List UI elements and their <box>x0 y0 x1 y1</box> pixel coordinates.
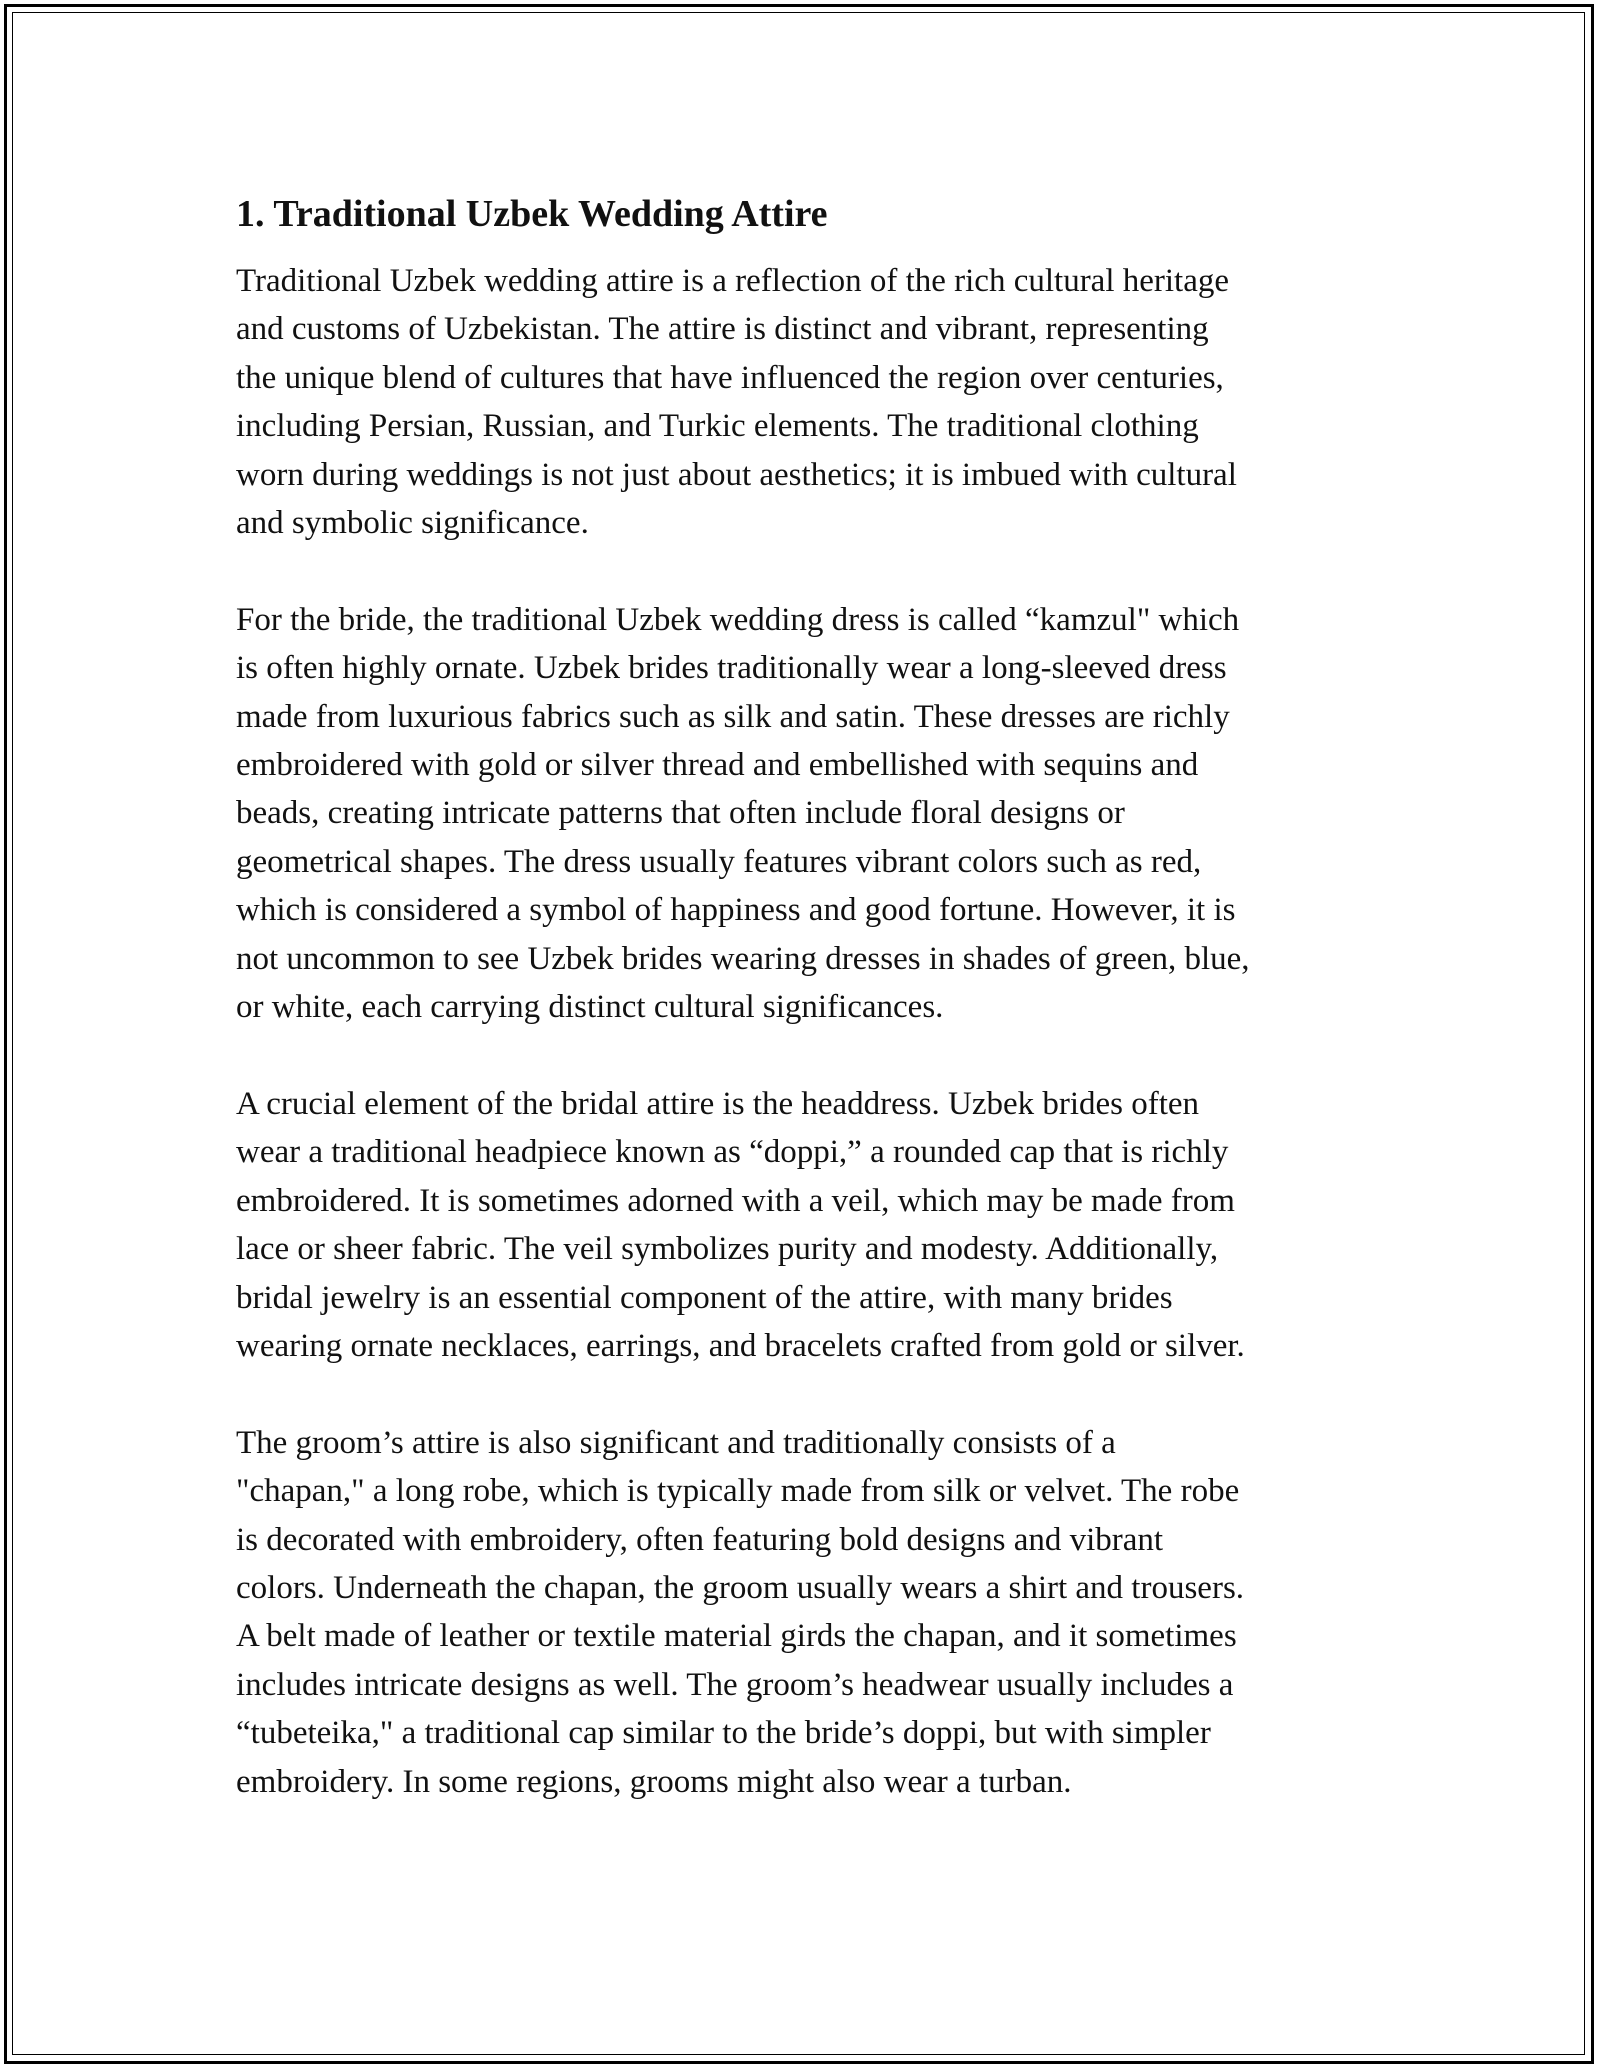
text-line: “tubeteika," a traditional cap similar to the bride’s doppi, but with simpler <box>236 1715 1211 1752</box>
paragraph-groom-attire <box>236 1419 1366 1806</box>
paragraph-bride-dress <box>236 596 1366 1032</box>
text-line: made from luxurious fabrics such as silk and satin. These dresses are richly <box>236 698 1230 735</box>
text-line: the unique blend of cultures that have influenced the region over centuries, <box>236 359 1224 396</box>
text-line: bridal jewelry is an essential component of the attire, with many brides <box>236 1279 1173 1316</box>
text-line: or white, each carrying distinct cultural significances. <box>236 989 944 1026</box>
text-line: includes intricate designs as well. The groom’s headwear usually includes a <box>236 1666 1234 1703</box>
text-line: The groom’s attire is also significant and traditionally consists of a <box>236 1424 1116 1461</box>
text-line: and customs of Uzbekistan. The attire is distinct and vibrant, representing <box>236 311 1209 348</box>
text-line: and symbolic significance. <box>236 505 589 542</box>
paragraph-intro <box>236 257 1366 547</box>
section-heading: 1. Traditional Uzbek Wedding Attire <box>236 193 828 235</box>
text-line: wear a traditional headpiece known as “doppi,” a rounded cap that is richly <box>236 1134 1229 1171</box>
text-line: embroidery. In some regions, grooms might also wear a turban. <box>236 1763 1072 1800</box>
text-line: Traditional Uzbek wedding attire is a reflection of the rich cultural heritage <box>236 263 1230 299</box>
text-line: lace or sheer fabric. The veil symbolizes purity and modesty. Additionally, <box>236 1231 1219 1268</box>
text-line: embroidered with gold or silver thread and embellished with sequins and <box>236 747 1199 784</box>
text-line: embroidered. It is sometimes adorned with a veil, which may be made from <box>236 1182 1235 1219</box>
text-line: worn during weddings is not just about aesthetics; it is imbued with cultural <box>236 456 1237 493</box>
text-line: A belt made of leather or textile material girds the chapan, and it sometimes <box>236 1618 1237 1655</box>
text-line: not uncommon to see Uzbek brides wearing dresses in shades of green, blue, <box>236 940 1250 977</box>
text-line: is decorated with embroidery, often featuring bold designs and vibrant <box>236 1521 1164 1558</box>
text-line: "chapan," a long robe, which is typically made from silk or velvet. The robe <box>236 1473 1240 1510</box>
text-line: beads, creating intricate patterns that often include floral designs or <box>236 795 1125 832</box>
text-line: is often highly ornate. Uzbek brides traditionally wear a long-sleeved dress <box>236 650 1227 687</box>
text-line: For the bride, the traditional Uzbek wedding dress is called “kamzul" which <box>236 601 1240 638</box>
document-body <box>236 185 1366 1854</box>
text-line: including Persian, Russian, and Turkic elements. The traditional clothing <box>236 408 1199 445</box>
paragraph-headdress <box>236 1080 1366 1370</box>
text-line: colors. Underneath the chapan, the groom usually wears a shirt and trousers. <box>236 1569 1245 1606</box>
text-line: which is considered a symbol of happiness and good fortune. However, it is <box>236 892 1236 929</box>
text-line: geometrical shapes. The dress usually features vibrant colors such as red, <box>236 843 1202 880</box>
text-line: A crucial element of the bridal attire is the headdress. Uzbek brides often <box>236 1085 1200 1122</box>
text-line: wearing ornate necklaces, earrings, and bracelets crafted from gold or silver. <box>236 1327 1245 1364</box>
